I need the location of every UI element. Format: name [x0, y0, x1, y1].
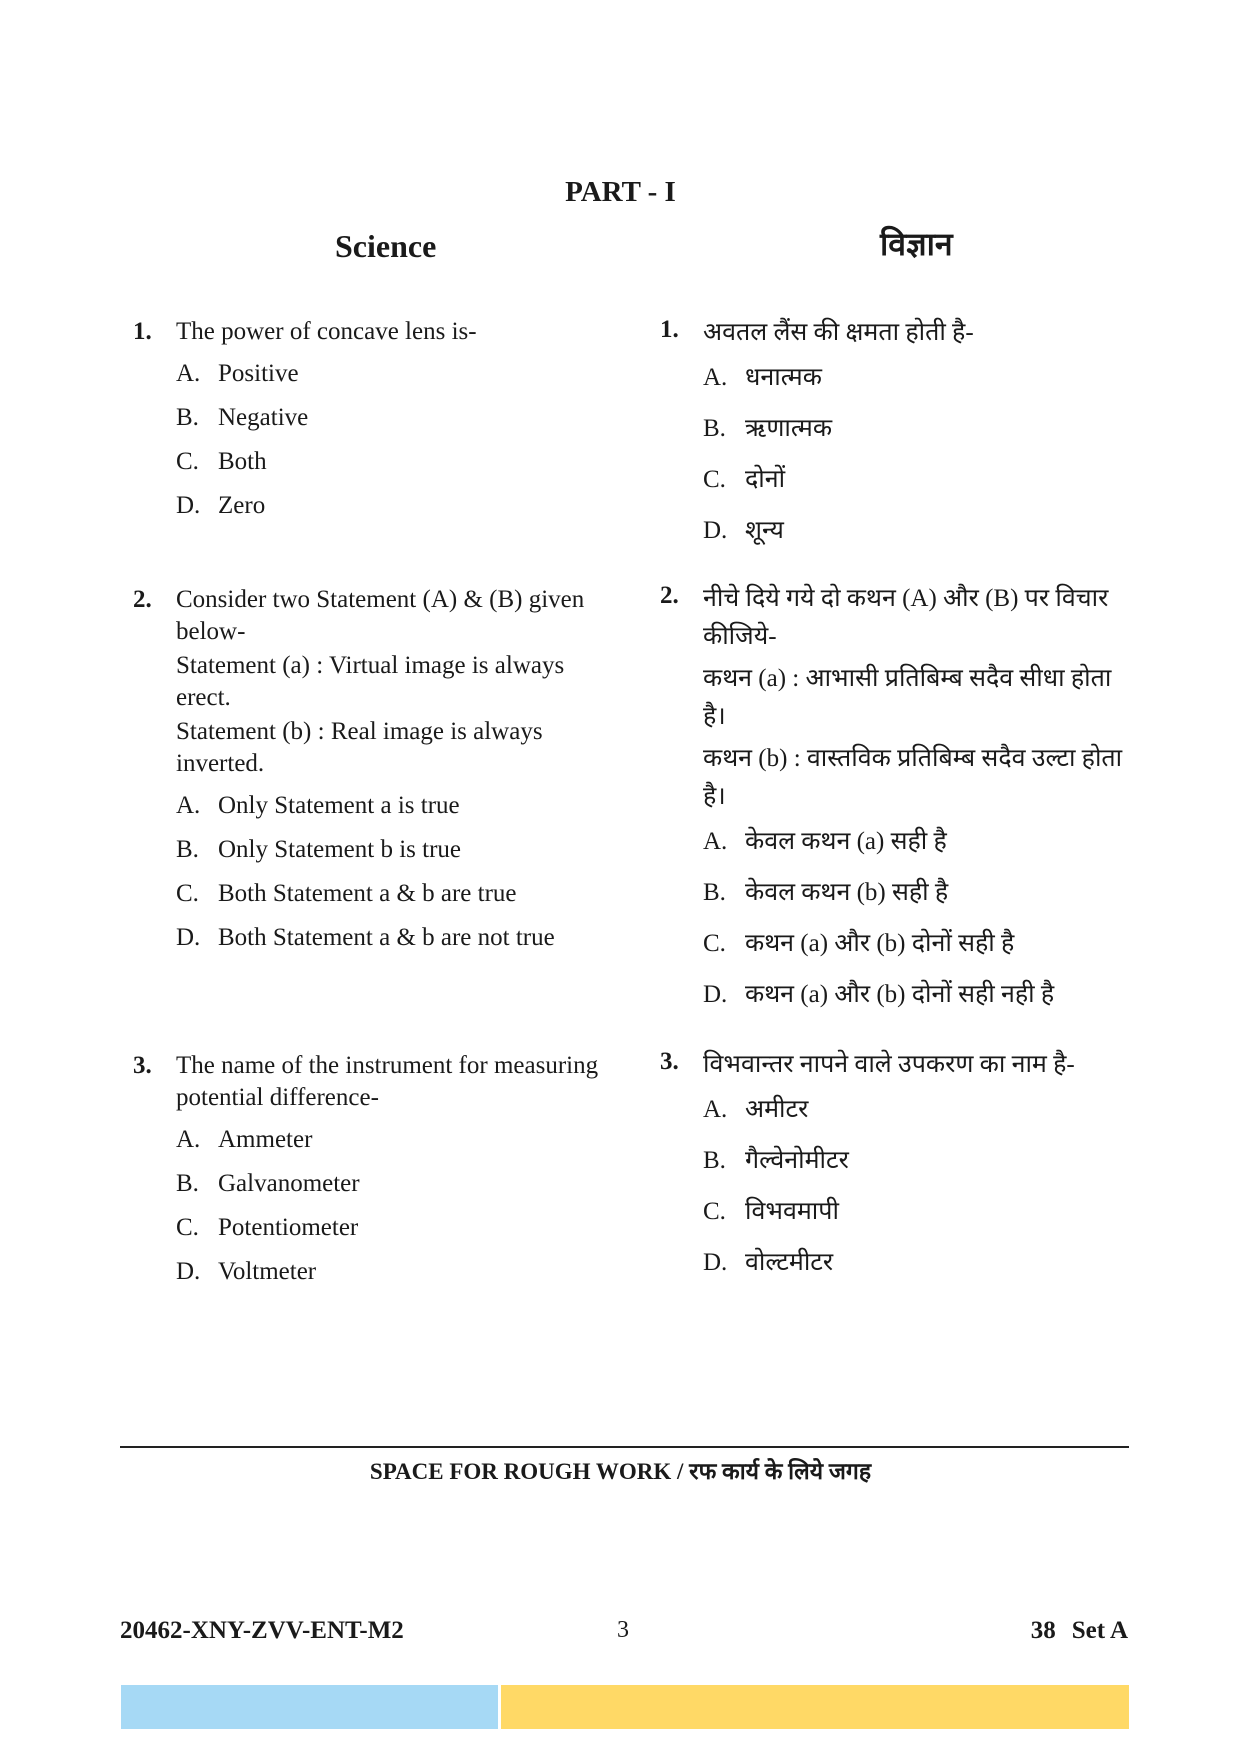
option-a: A. केवल कथन (a) सही है [703, 828, 947, 855]
statement-a: Statement (a) : Virtual image is always erect. [176, 652, 565, 711]
question-1-english [133, 316, 603, 534]
page-number: 3 [617, 1617, 629, 1643]
statement-b: कथन (b) : वास्तविक प्रतिबिम्ब सदैव उल्टा होता है। [703, 745, 1123, 810]
question-number: 3. [133, 1052, 152, 1079]
question-2-hindi [660, 580, 1140, 1030]
booklet-set-info [1031, 1617, 1128, 1645]
booklet-number: 38 [1030, 1617, 1056, 1644]
question-number: 2. [133, 586, 152, 613]
option-c: C. Both Statement a & b are true [176, 880, 517, 907]
question-3-hindi [660, 1046, 1140, 1298]
question-text: The power of concave lens is- [176, 318, 477, 345]
question-text: Consider two Statement (A) & (B) given below- [176, 586, 585, 645]
question-2-english [133, 584, 603, 966]
option-a: A. अमीटर [703, 1096, 809, 1123]
option-b: B. Negative [176, 404, 309, 431]
option-a: A. Ammeter [176, 1126, 313, 1153]
option-d: D. Voltmeter [176, 1258, 317, 1285]
option-d: D. Both Statement a & b are not true [176, 924, 555, 951]
option-b: B. केवल कथन (b) सही है [703, 879, 949, 906]
option-a: A. धनात्मक [703, 364, 822, 391]
option-c: C. कथन (a) और (b) दोनों सही है [703, 930, 1015, 957]
question-text: अवतल लैंस की क्षमता होती है- [703, 319, 974, 346]
option-d: D. वोल्टमीटर [703, 1249, 834, 1276]
footer-bar-blue [121, 1685, 498, 1729]
rough-work-divider [120, 1446, 1129, 1448]
subject-title-hindi: विज्ञान [880, 226, 953, 262]
paper-code: 20462-XNY-ZVV-ENT-M2 [120, 1617, 404, 1644]
question-number: 1. [660, 316, 679, 343]
option-c: C. विभवमापी [703, 1198, 839, 1225]
question-text: विभवान्तर नापने वाले उपकरण का नाम है- [703, 1051, 1075, 1078]
option-d: D. Zero [176, 492, 266, 519]
option-c: C. दोनों [703, 466, 786, 493]
option-c: C. Potentiometer [176, 1214, 359, 1241]
option-a: A. Positive [176, 360, 299, 387]
question-number: 2. [660, 582, 679, 609]
option-b: B. Galvanometer [176, 1170, 360, 1197]
part-title: PART - I [565, 176, 676, 208]
option-a: A. Only Statement a is true [176, 792, 460, 819]
statement-b: Statement (b) : Real image is always inverted. [176, 718, 543, 777]
statement-a: कथन (a) : आभासी प्रतिबिम्ब सदैव सीधा होता है। [703, 665, 1112, 730]
option-b: B. Only Statement b is true [176, 836, 462, 863]
question-text: The name of the instrument for measuring potential difference- [176, 1052, 599, 1111]
option-c: C. Both [176, 448, 267, 475]
option-d: D. शून्य [703, 517, 784, 544]
question-number: 3. [660, 1048, 679, 1075]
footer-bar-yellow [501, 1685, 1129, 1729]
question-text: नीचे दिये गये दो कथन (A) और (B) पर विचार कीजिये- [703, 585, 1109, 650]
option-b: B. ऋणात्मक [703, 415, 833, 442]
subject-title-english: Science [335, 228, 437, 264]
option-d: D. कथन (a) और (b) दोनों सही नही है [703, 981, 1055, 1008]
option-b: B. गैल्वेनोमीटर [703, 1147, 849, 1174]
set-label: Set A [1071, 1617, 1128, 1644]
question-number: 1. [133, 318, 152, 345]
question-3-english [133, 1050, 603, 1300]
question-1-hindi [660, 314, 1140, 566]
rough-work-label: SPACE FOR ROUGH WORK / रफ कार्य के लिये जगह [369, 1459, 872, 1484]
